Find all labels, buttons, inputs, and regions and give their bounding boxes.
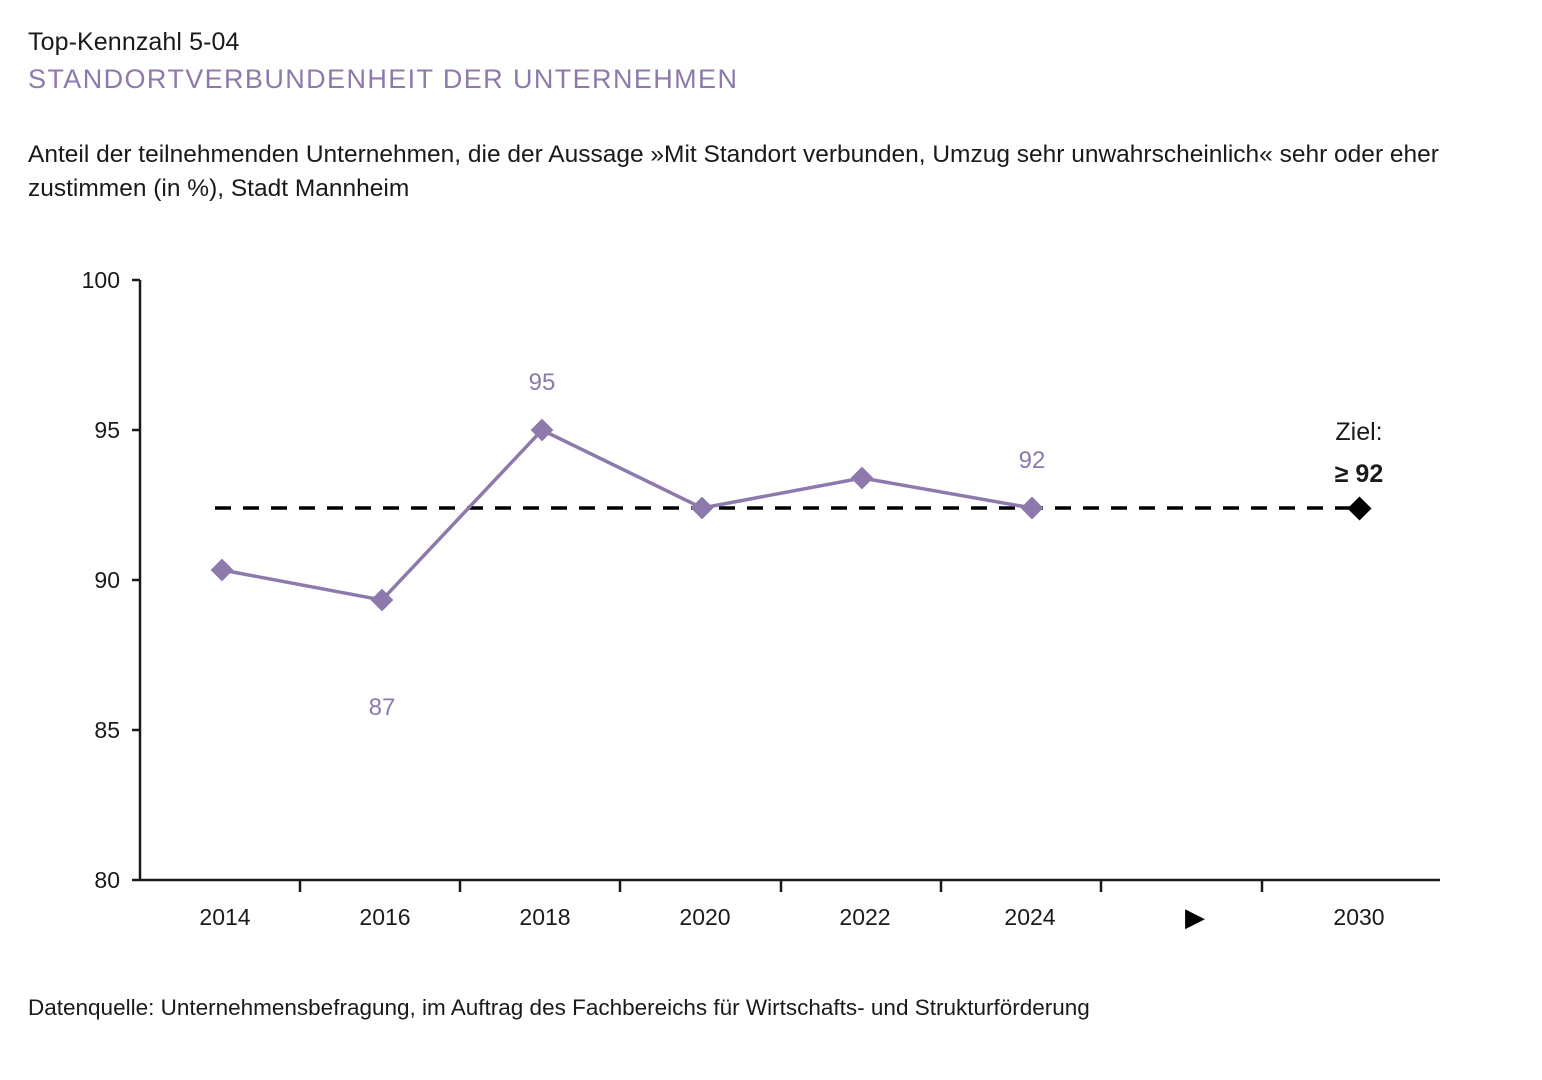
x-tick-label-2024: 2024 <box>1004 904 1056 930</box>
value-label-2018: 95 <box>528 369 556 396</box>
x-tick-label-2030: 2030 <box>1333 904 1385 930</box>
value-label-2024: 92 <box>1018 447 1046 474</box>
data-point-2022 <box>851 467 874 490</box>
data-point-2024 <box>1021 497 1044 520</box>
x-tick-label-2020: 2020 <box>679 904 731 930</box>
y-tick-label-95: 95 <box>94 417 120 443</box>
chart-subtitle: Anteil der teilnehmenden Unternehmen, die der Aussage »Mit Standort verbunden, Umzug sehr unwahrscheinlich« sehr oder eher zustimmen (in %), Stadt Mannheim <box>28 141 1439 202</box>
line-chart <box>0 240 1542 940</box>
goal-label: Ziel: <box>1335 418 1383 446</box>
y-tick-label-85: 85 <box>94 717 120 743</box>
x-tick-label-2014: 2014 <box>199 904 251 930</box>
page-title: STANDORTVERBUNDENHEIT DER UNTERNEHMEN <box>28 64 739 94</box>
data-source-note: Datenquelle: Unternehmensbefragung, im Auftrag des Fachbereichs für Wirtschafts- und Strukturförderung <box>28 995 1090 1020</box>
data-point-2020 <box>691 497 714 520</box>
y-tick-label-90: 90 <box>94 567 120 593</box>
axis-break-marker-icon: ▶ <box>1185 903 1205 933</box>
page-kicker: Top-Kennzahl 5-04 <box>28 28 240 56</box>
x-tick-label-2022: 2022 <box>839 904 891 930</box>
x-tick-label-2018: 2018 <box>519 904 571 930</box>
x-axis-ticks <box>300 880 1262 892</box>
x-tick-label-2016: 2016 <box>359 904 411 930</box>
value-label-2016: 87 <box>368 694 396 721</box>
data-point-2014 <box>211 559 234 582</box>
data-line <box>222 430 1032 600</box>
goal-value: ≥ 92 <box>1334 460 1384 488</box>
y-tick-label-100: 100 <box>81 267 120 293</box>
goal-marker-diamond <box>1347 496 1371 520</box>
data-points <box>211 419 1044 612</box>
y-tick-label-80: 80 <box>94 867 120 893</box>
chart-container <box>0 240 1542 940</box>
